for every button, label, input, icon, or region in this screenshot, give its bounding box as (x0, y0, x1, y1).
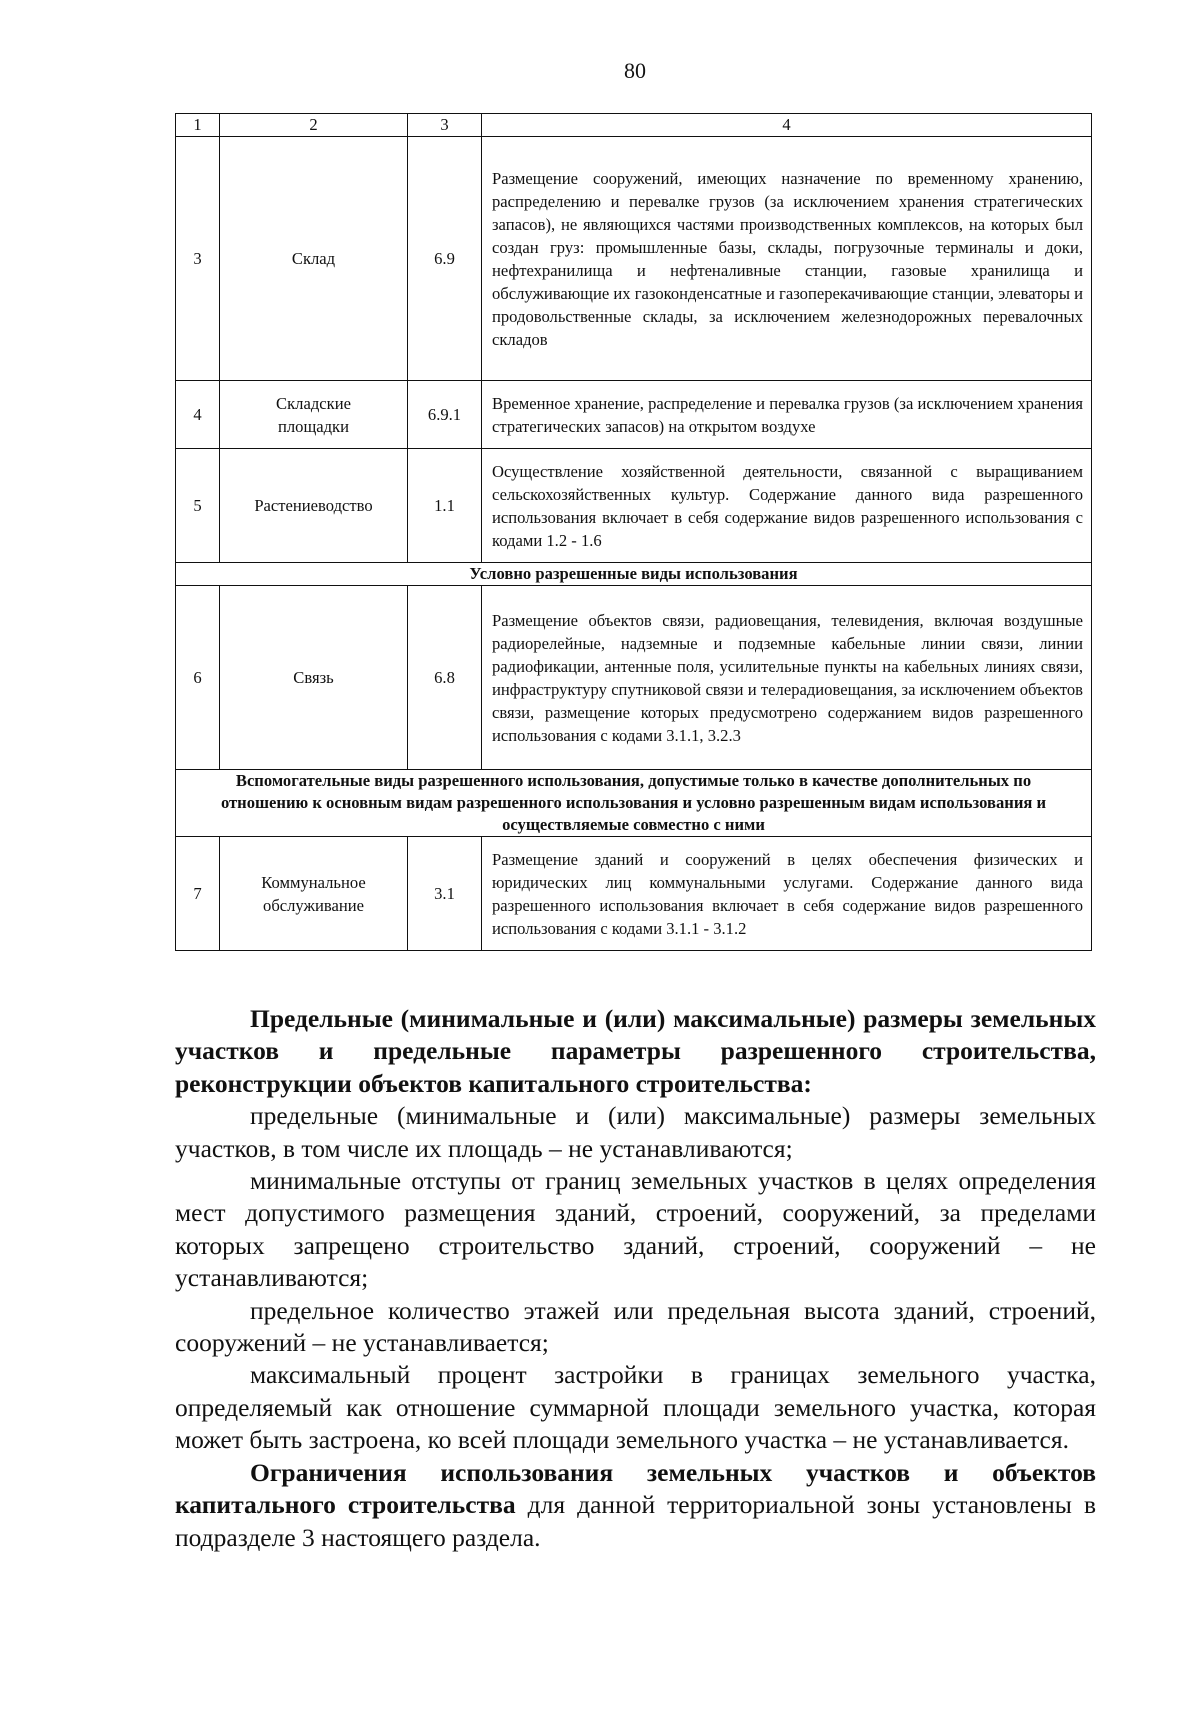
use-type-code: 6.9 (408, 137, 482, 381)
use-type-name-text: Складские площадки (276, 393, 351, 436)
use-type-code: 3.1 (408, 837, 482, 951)
header-cell: 3 (408, 114, 482, 137)
paragraph: предельные (минимальные и (или) максимальные) размеры земельных участков, в том числе их площадь – не устанавливаются; (175, 1101, 1096, 1163)
use-type-name: Связь (220, 586, 408, 770)
paragraph: предельное количество этажей или предельная высота зданий, строений, сооружений – не устанавливается; (175, 1295, 1096, 1358)
header-cell: 2 (220, 114, 408, 137)
table-row (176, 586, 1092, 770)
restrictions-text: для данной территориальной зоны установлены в подразделе 3 настоящего раздела. (175, 1490, 1097, 1552)
paragraph: максимальный процент застройки в границах земельного участка, определяемый как отношение суммарной площади земельного участка, которая может быть застроена, ко всей площади земельного участка – не устанавливается. (175, 1360, 1096, 1455)
restrictions-bold-text: Ограничения использования земельных участков и объектов капитального строительства (175, 1457, 1096, 1520)
header-cell: 4 (482, 114, 1092, 137)
row-number: 5 (176, 449, 220, 563)
heading-limits-text: Предельные (минимальные и (или) максимальные) размеры земельных участков и предельные параметры разрешенного строительства, реконструкции объектов капитального строительства: (175, 1004, 1096, 1098)
section-row (176, 563, 1092, 586)
body-text (175, 1003, 1096, 1554)
table-row (176, 449, 1092, 563)
row-number: 3 (176, 137, 220, 381)
use-type-description: Размещение сооружений, имеющих назначение по временному хранению, распределению и перевалке грузов (за исключением хранения стратегических запасов), не являющихся частями производственных комплексов, на которых был создан груз: промышленные базы, склады, погрузочные терминалы и доки, нефтехранилища и нефтеналивные станции, газовые хранилища и обслуживающие их газоконденсатные и газоперекачивающие станции, элеваторы и продовольственные склады, за исключением железнодорожных перевалочных складов (482, 137, 1092, 381)
table-header-row (176, 114, 1092, 137)
heading-limits (175, 1003, 1096, 1100)
page-number: 80 (624, 58, 646, 83)
header-cell: 1 (176, 114, 220, 137)
section-auxiliary-title: Вспомогательные виды разрешенного использования, допустимые только в качестве дополнительных по отношению к основным видам разрешенного использования и условно разрешенным видам использования и осуществляемые совместно с ними (176, 770, 1092, 837)
section-row (176, 770, 1092, 837)
use-type-code: 6.9.1 (408, 381, 482, 449)
use-type-description: Временное хранение, распределение и перевалка грузов (за исключением хранения стратегических запасов) на открытом воздухе (482, 381, 1092, 449)
use-type-description: Осуществление хозяйственной деятельности, связанной с выращиванием сельскохозяйственных культур. Содержание данного вида разрешенного использования включает в себя содержание видов разрешенного использования с кодами 1.2 - 1.6 (482, 449, 1092, 563)
row-number: 4 (176, 381, 220, 449)
use-type-name: Склад (220, 137, 408, 381)
use-type-name: Растениеводство (220, 449, 408, 563)
table-row (176, 381, 1092, 449)
use-type-description: Размещение объектов связи, радиовещания, телевидения, включая воздушные радиорелейные, надземные и подземные кабельные линии связи, линии радиофикации, антенные поля, усилительные пункты на кабельных линиях связи, инфраструктуру спутниковой связи и телерадиовещания, за исключением объектов связи, размещение которых предусмотрено содержанием видов разрешенного использования с кодами 3.1.1, 3.2.3 (482, 586, 1092, 770)
use-type-name (220, 837, 408, 951)
row-number: 6 (176, 586, 220, 770)
use-type-code: 1.1 (408, 449, 482, 563)
row-number: 7 (176, 837, 220, 951)
paragraph: минимальные отступы от границ земельных участков в целях определения мест допустимого размещения зданий, строений, сооружений, за пределами которых запрещено строительство зданий, строений, сооружений – не устанавливаются; (175, 1166, 1096, 1293)
use-type-code: 6.8 (408, 586, 482, 770)
use-type-name (220, 381, 408, 449)
table-row (176, 137, 1092, 381)
use-type-name-text: Коммунальное обслуживание (261, 872, 366, 915)
table-row (176, 837, 1092, 951)
land-use-table (175, 113, 1092, 951)
restrictions-paragraph (175, 1457, 1096, 1554)
use-type-description: Размещение зданий и сооружений в целях обеспечения физических и юридических лиц коммунальными услугами. Содержание данного вида разрешенного использования включает в себя содержание видов разрешенного использования с кодами 3.1.1 - 3.1.2 (482, 837, 1092, 951)
section-conditional-title: Условно разрешенные виды использования (176, 563, 1092, 586)
